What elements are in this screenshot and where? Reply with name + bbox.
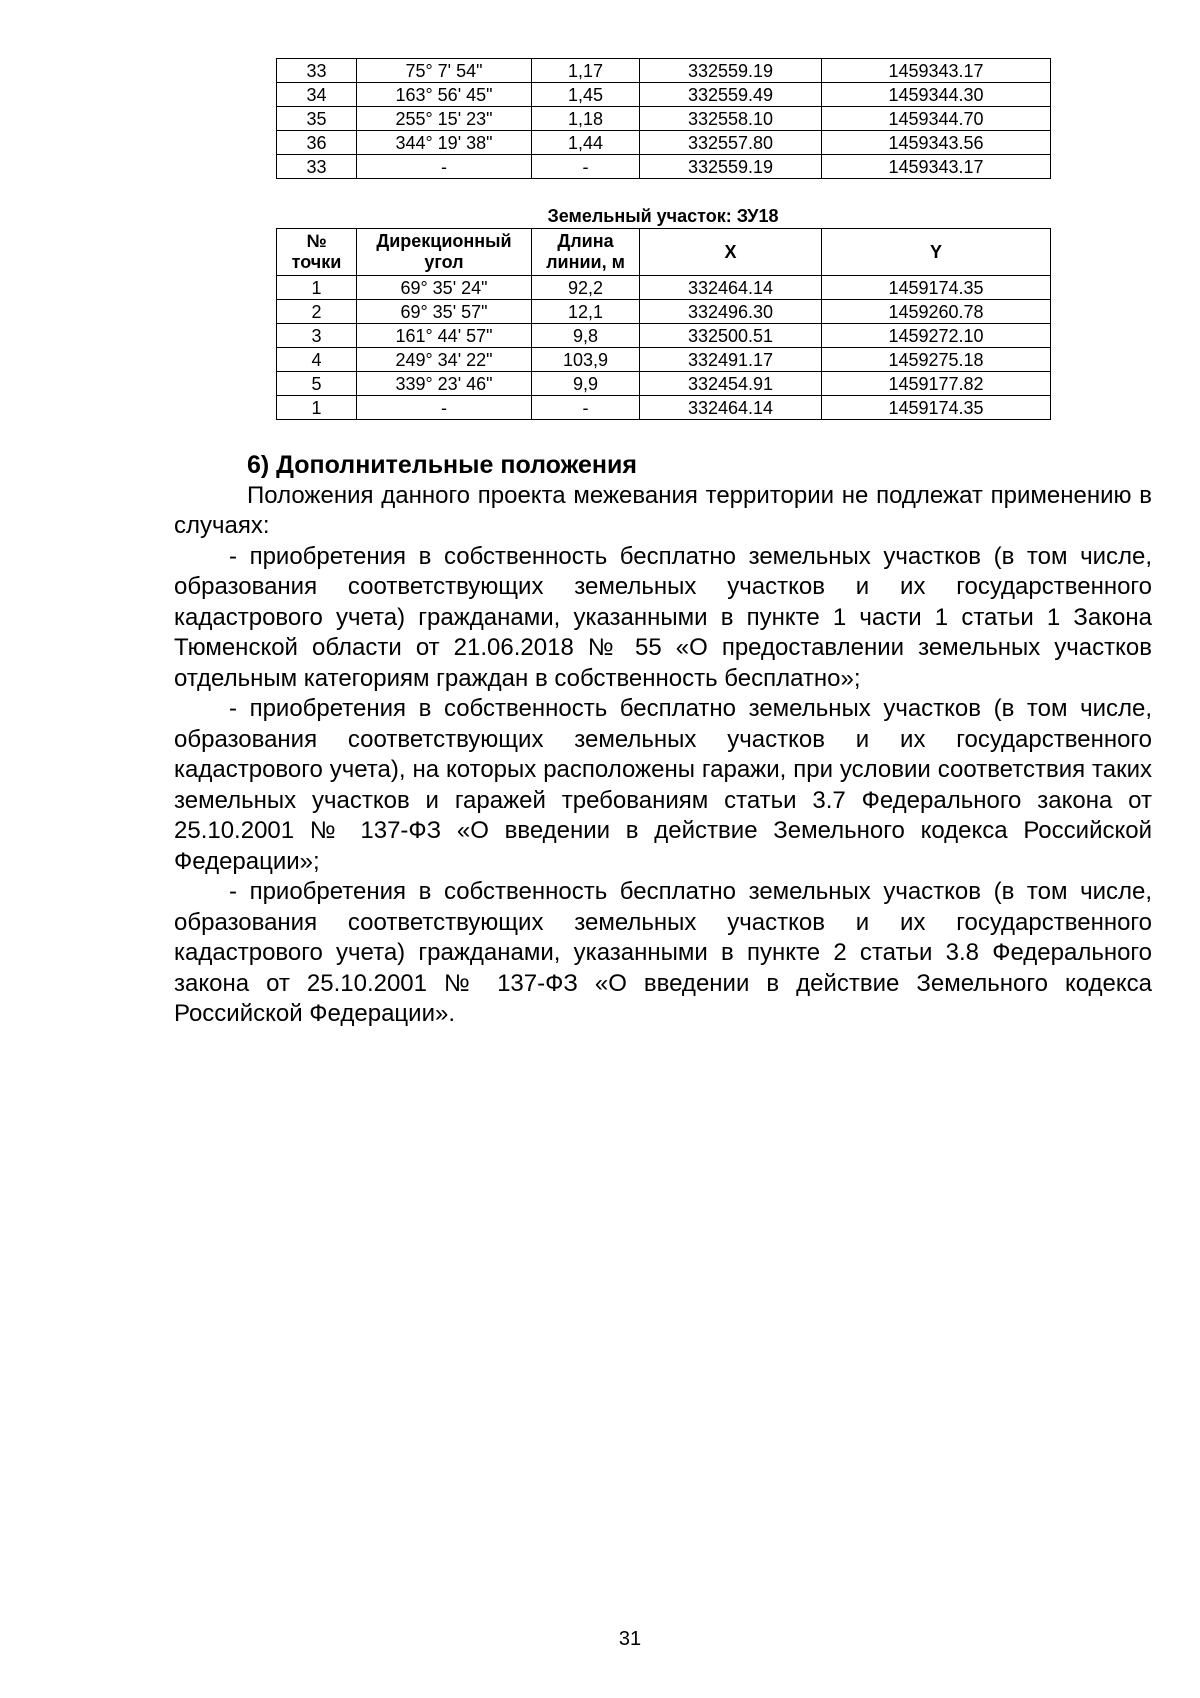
table-cell: 1459177.82 — [822, 372, 1051, 396]
table-cell: 5 — [277, 372, 357, 396]
column-header — [357, 229, 532, 276]
section-intro: Положения данного проекта межевания территории не подлежат применению в случаях: — [174, 481, 1152, 539]
page-number: 31 — [618, 1628, 642, 1650]
table-cell: 12,1 — [532, 300, 640, 324]
table-row — [277, 107, 1051, 131]
table-cell: - — [357, 396, 532, 420]
table-cell: 339° 23' 46" — [357, 372, 532, 396]
table-row — [277, 59, 1051, 83]
column-header — [532, 229, 640, 276]
coordinates-table-zu18-body — [277, 276, 1051, 420]
table-cell: 103,9 — [532, 348, 640, 372]
table-cell: 92,2 — [532, 276, 640, 300]
table-cell: - — [357, 155, 532, 179]
table-cell: 1459272.10 — [822, 324, 1051, 348]
table-row — [277, 324, 1051, 348]
table-cell: 1459343.17 — [822, 155, 1051, 179]
table-cell: 163° 56' 45" — [357, 83, 532, 107]
table-cell: 1459174.35 — [822, 276, 1051, 300]
column-header-line: Длина — [557, 231, 614, 251]
table-cell: 1 — [277, 396, 357, 420]
table-cell: 332558.10 — [640, 107, 822, 131]
table-cell: 161° 44' 57" — [357, 324, 532, 348]
table-cell: 332464.14 — [640, 276, 822, 300]
table-cell: 33 — [277, 59, 357, 83]
table-cell: 2 — [277, 300, 357, 324]
table-cell: 1459343.56 — [822, 131, 1051, 155]
table-cell: 249° 34' 22" — [357, 348, 532, 372]
column-header-line: Дирекционный — [376, 231, 512, 251]
table-cell: 332559.49 — [640, 83, 822, 107]
table-cell: 1459343.17 — [822, 59, 1051, 83]
table-cell: 1459344.70 — [822, 107, 1051, 131]
coordinates-table-continued-body — [277, 59, 1051, 179]
table-cell: 36 — [277, 131, 357, 155]
coordinates-table-zu18-header — [277, 229, 1051, 276]
table-row — [277, 372, 1051, 396]
table-row — [277, 83, 1051, 107]
coordinates-table-zu18 — [276, 228, 1051, 420]
table-cell: 34 — [277, 83, 357, 107]
table-cell: 33 — [277, 155, 357, 179]
table-cell: 332454.91 — [640, 372, 822, 396]
table-cell: 9,9 — [532, 372, 640, 396]
column-header — [640, 229, 822, 276]
provision-item: - приобретения в собственность бесплатно земельных участков (в том числе, образования соответствующих земельных участков и их государственного кадастрового учета) гражданами, указанными в пункте 2 статьи 3.8 Федерального закона от 25.10.2001 № 137-ФЗ «О введении в действие Земельного кодекса Российской Федерации». — [174, 878, 1152, 1027]
table-cell: - — [532, 396, 640, 420]
table-cell: 1459174.35 — [822, 396, 1051, 420]
table-row — [277, 131, 1051, 155]
table-cell: 3 — [277, 324, 357, 348]
table-cell: 1,45 — [532, 83, 640, 107]
column-header-line: X — [724, 241, 737, 262]
provision-item: - приобретения в собственность бесплатно земельных участков (в том числе, образования соответствующих земельных участков и их государственного кадастрового учета) гражданами, указанными в пункте 1 части 1 статьи 1 Закона Тюменской области от 21.06.2018 № 55 «О предоставлении земельных участков отдельным категориям граждан в собственность бесплатно»; — [174, 542, 1152, 692]
table-cell: 1 — [277, 276, 357, 300]
table-row — [277, 300, 1051, 324]
section-heading: 6) Дополнительные положения — [247, 451, 637, 479]
table-cell: 75° 7' 54" — [357, 59, 532, 83]
table-cell: 332496.30 — [640, 300, 822, 324]
column-header-line: линии, м — [546, 252, 625, 272]
table-row — [277, 348, 1051, 372]
table-caption: Земельный участок: ЗУ18 — [547, 206, 779, 226]
header-row — [277, 229, 1051, 276]
table-cell: 344° 19' 38" — [357, 131, 532, 155]
column-header-line: точки — [291, 252, 342, 272]
table-cell: 1,17 — [532, 59, 640, 83]
column-header-line: № — [306, 231, 327, 251]
table-cell: 1459275.18 — [822, 348, 1051, 372]
table-cell: - — [532, 155, 640, 179]
additional-provisions-section — [174, 450, 1152, 1030]
table-cell: 332491.17 — [640, 348, 822, 372]
table-cell: 1459260.78 — [822, 300, 1051, 324]
table-cell: 35 — [277, 107, 357, 131]
column-header — [822, 229, 1051, 276]
table-cell: 332464.14 — [640, 396, 822, 420]
provision-item: - приобретения в собственность бесплатно земельных участков (в том числе, образования соответствующих земельных участков и их государственного кадастрового учета), на которых расположены гаражи, при условии соответствия таких земельных участков и гаражей требованиям статьи 3.7 Федерального закона от 25.10.2001 № 137-ФЗ «О введении в действие Земельного кодекса Российской Федерации»; — [174, 695, 1152, 875]
table-cell: 4 — [277, 348, 357, 372]
table-row — [277, 276, 1051, 300]
table-row — [277, 396, 1051, 420]
table-cell: 1,44 — [532, 131, 640, 155]
table-cell: 69° 35' 57" — [357, 300, 532, 324]
table-cell: 332500.51 — [640, 324, 822, 348]
table-cell: 332559.19 — [640, 59, 822, 83]
table-cell: 69° 35' 24" — [357, 276, 532, 300]
column-header-line: угол — [424, 252, 464, 272]
table-cell: 9,8 — [532, 324, 640, 348]
column-header — [277, 229, 357, 276]
table-cell: 332559.19 — [640, 155, 822, 179]
coordinates-table-continued — [276, 58, 1051, 179]
column-header-line: Y — [929, 241, 942, 262]
table-cell: 1459344.30 — [822, 83, 1051, 107]
table-cell: 332557.80 — [640, 131, 822, 155]
table-row — [277, 155, 1051, 179]
table-cell: 1,18 — [532, 107, 640, 131]
table-cell: 255° 15' 23" — [357, 107, 532, 131]
